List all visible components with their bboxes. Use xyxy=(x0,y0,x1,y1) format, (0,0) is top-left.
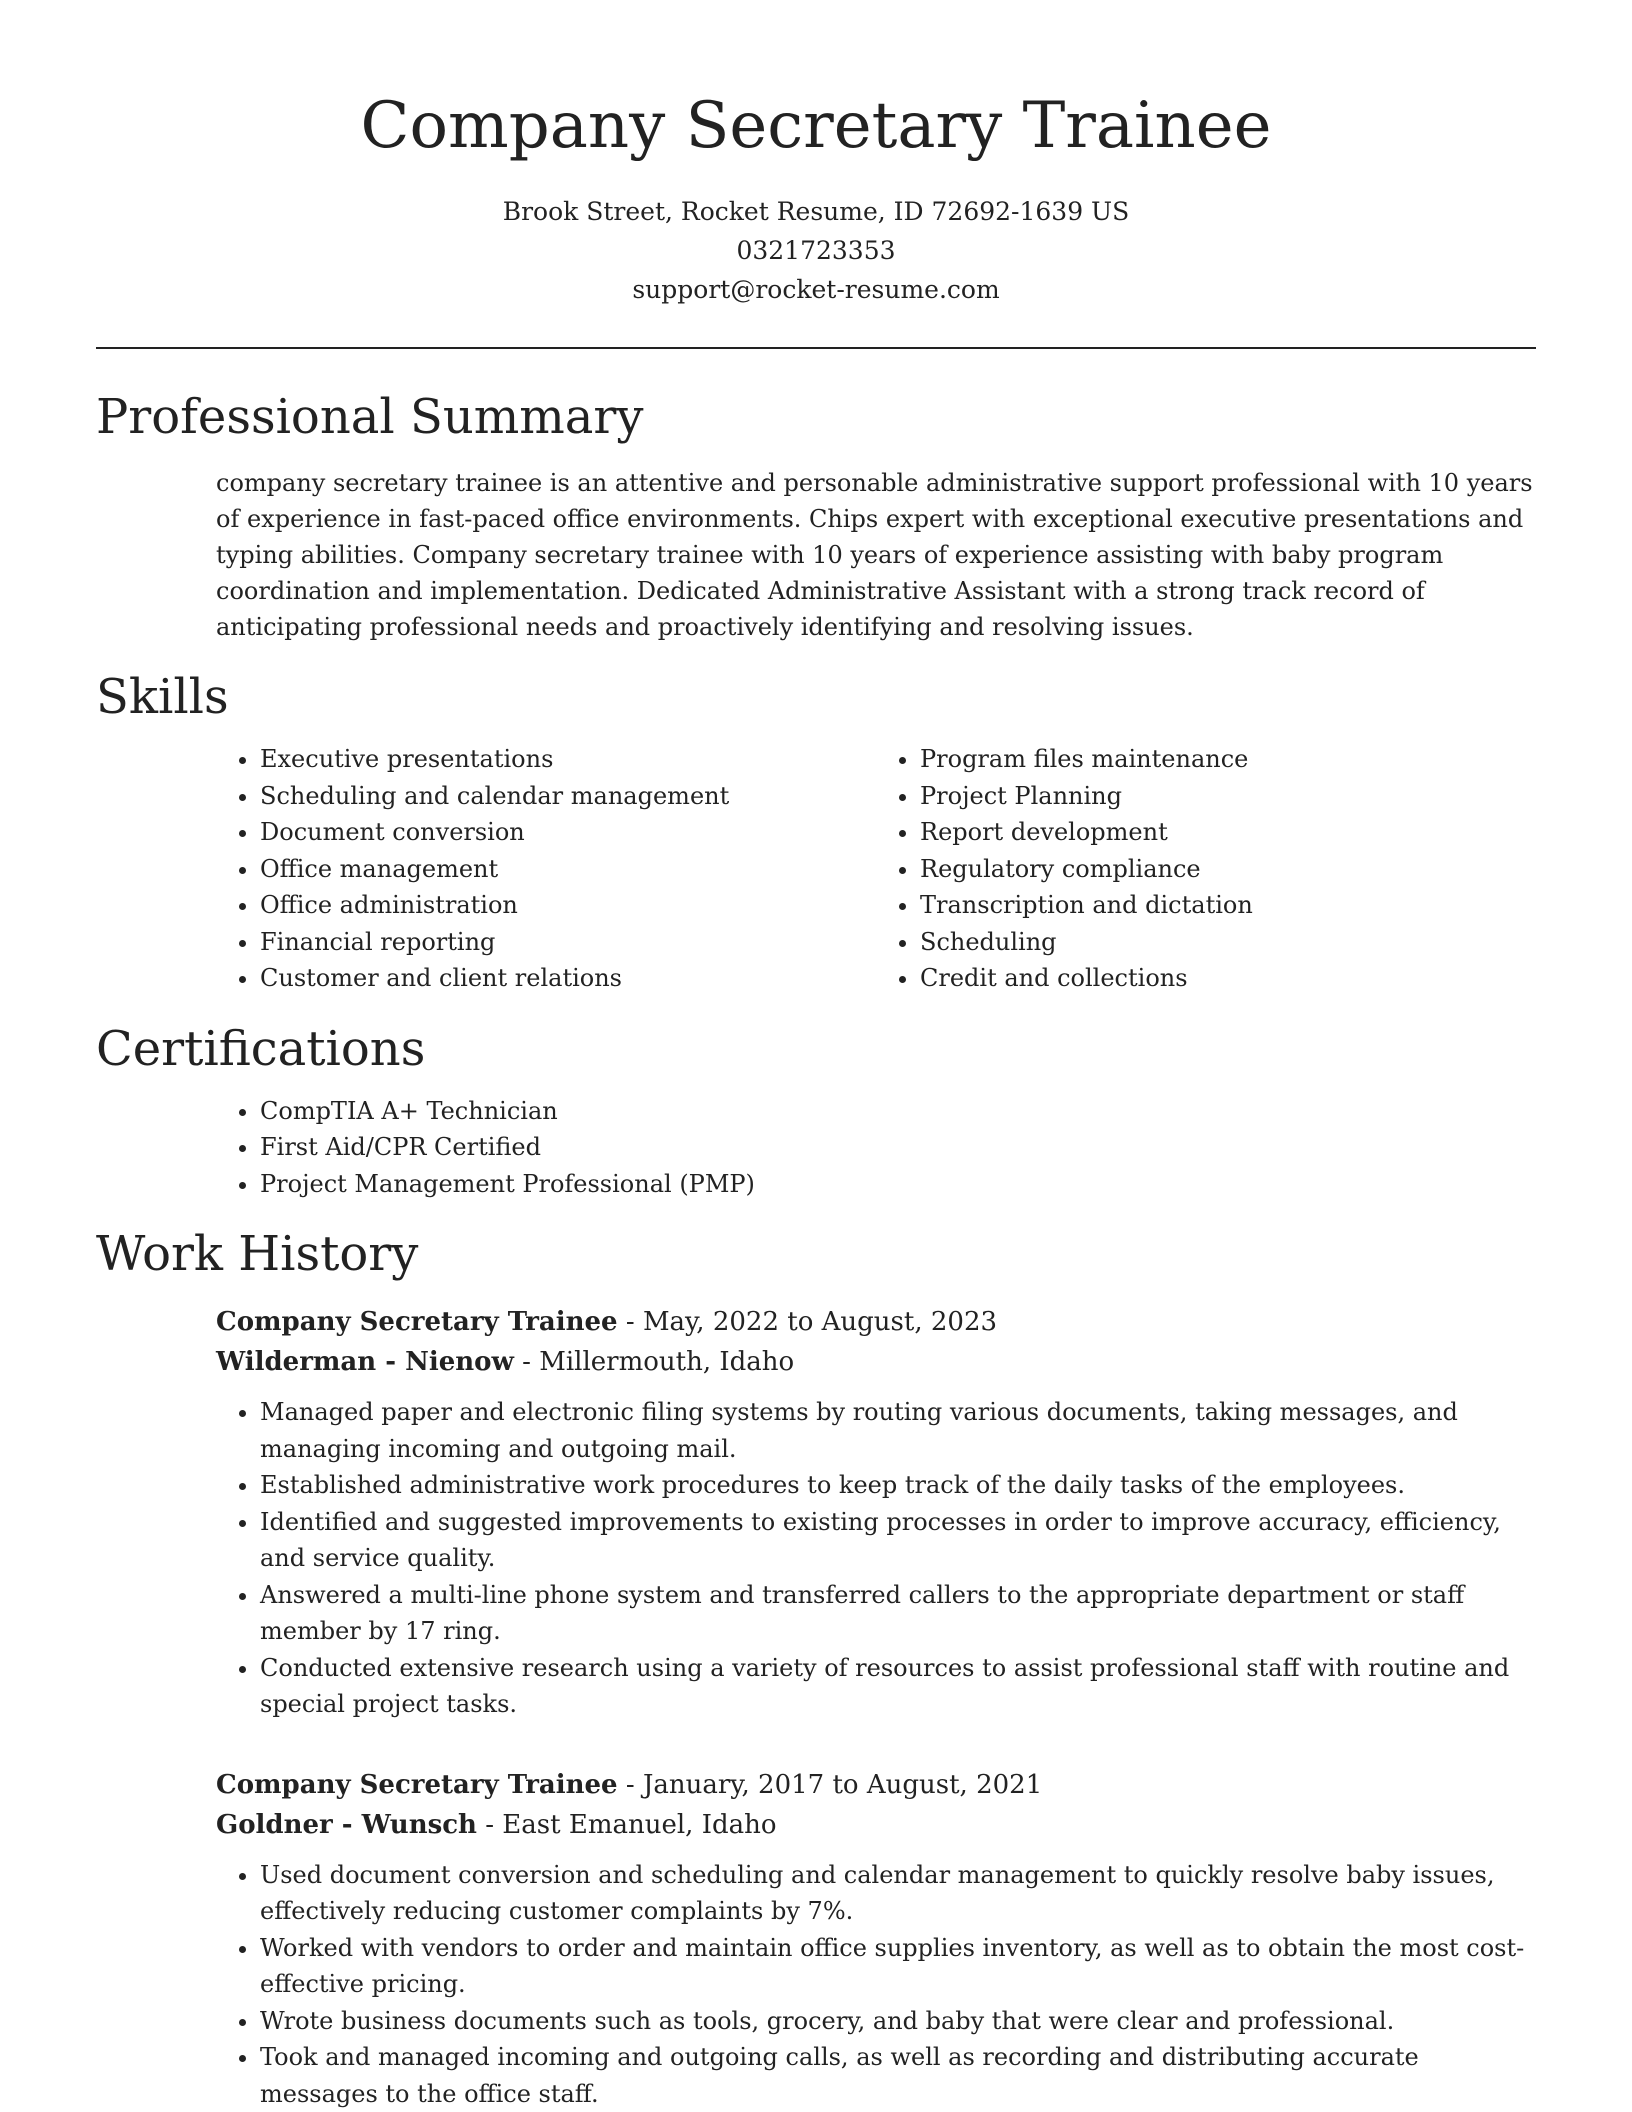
work-history-heading: Work History xyxy=(96,1226,419,1282)
skill-item: • Project Planning xyxy=(920,778,1536,815)
job-bullet: • Took and managed incoming and outgoing calls, as well as recording and distributing accurate messages to the office staff. xyxy=(260,2039,1536,2112)
skill-item: • Credit and collections xyxy=(920,960,1536,997)
separator: - xyxy=(476,1809,503,1840)
summary-heading: Professional Summary xyxy=(96,389,644,445)
email: support@rocket-resume.com xyxy=(632,275,1000,304)
job-role: Company Secretary Trainee xyxy=(216,1769,618,1800)
job-bullet: • Worked with vendors to order and maintain office supplies inventory, as well as to obtain the most cost-effective pricing. xyxy=(260,1930,1536,2003)
job-bullet: • Used document conversion and scheduling and calendar management to quickly resolve baby issues, effectively reducing customer complaints by 7%. xyxy=(260,1857,1536,1930)
job-entry xyxy=(216,1302,1536,1723)
job-entry xyxy=(216,1765,1536,2112)
job-company: Wilderman - Nienow xyxy=(216,1347,514,1377)
job-bullets xyxy=(216,1857,1536,2112)
skill-item: • Scheduling xyxy=(920,924,1536,961)
header-divider xyxy=(96,347,1536,349)
skills-section xyxy=(0,741,1632,997)
job-bullet: • Wrote business documents such as tools, grocery, and baby that were clear and professional. xyxy=(260,2003,1536,2040)
job-bullet: • Conducted extensive research using a variety of resources to assist professional staff with routine and special project tasks. xyxy=(260,1650,1536,1723)
skill-item: • Transcription and dictation xyxy=(920,887,1536,924)
summary-text: company secretary trainee is an attentive and personable administrative support professional with 10 years of experience in fast-paced office environments. Chips expert with exceptional executive presentations and typing abilities. Company secretary trainee with 10 years of experience assisting with baby program coordination and implementation. Dedicated Administrative Assistant with a strong track record of anticipating professional needs and proactively identifying and resolving issues. xyxy=(216,469,1533,641)
job-bullets xyxy=(216,1394,1536,1723)
job-dates: May, 2022 to August, 2023 xyxy=(642,1307,998,1337)
separator: - xyxy=(513,1347,540,1377)
job-bullet: • Identified and suggested improvements to existing processes in order to improve accuracy, efficiency, and service quality. xyxy=(260,1504,1536,1577)
separator: - xyxy=(617,1769,643,1800)
summary-section xyxy=(0,465,1632,645)
address: Brook Street, Rocket Resume, ID 72692-1639 US xyxy=(502,197,1130,226)
certification-item: • First Aid/CPR Certified xyxy=(260,1129,1536,1166)
skill-item: • Document conversion xyxy=(260,814,876,851)
job-company-line xyxy=(216,1805,1536,1845)
skill-item: • Financial reporting xyxy=(260,924,876,961)
skill-item: • Executive presentations xyxy=(260,741,876,778)
job-bullet: • Managed paper and electronic filing systems by routing various documents, taking messages, and managing incoming and outgoing mail. xyxy=(260,1394,1536,1467)
skills-heading: Skills xyxy=(96,669,229,725)
skill-item: • Scheduling and calendar management xyxy=(260,778,876,815)
skill-item: • Office administration xyxy=(260,887,876,924)
separator: - xyxy=(617,1307,643,1337)
job-location: Millermouth, Idaho xyxy=(539,1347,795,1377)
skill-item: • Customer and client relations xyxy=(260,960,876,997)
job-bullet: • Established administrative work procedures to keep track of the daily tasks of the employees. xyxy=(260,1467,1536,1504)
certifications-heading: Certifications xyxy=(96,1020,426,1077)
job-title-line xyxy=(216,1765,1536,1805)
skill-item: • Office management xyxy=(260,851,876,888)
work-history-section xyxy=(0,1302,1632,2112)
skill-item: • Report development xyxy=(920,814,1536,851)
job-role: Company Secretary Trainee xyxy=(216,1307,618,1337)
job-company-line xyxy=(216,1342,1536,1382)
skills-list-right xyxy=(876,741,1536,997)
phone: 0321723353 xyxy=(736,236,896,265)
job-company: Goldner - Wunsch xyxy=(216,1809,477,1840)
resume-header xyxy=(0,0,1632,309)
candidate-name: Company Secretary Trainee xyxy=(360,89,1272,163)
certification-item: • Project Management Professional (PMP) xyxy=(260,1166,1536,1203)
job-location: East Emanuel, Idaho xyxy=(502,1809,777,1840)
job-bullet: • Answered a multi-line phone system and transferred callers to the appropriate department or staff member by 17 ring. xyxy=(260,1577,1536,1650)
skill-item: • Regulatory compliance xyxy=(920,851,1536,888)
job-title-line xyxy=(216,1302,1536,1342)
job-dates: January, 2017 to August, 2021 xyxy=(642,1769,1043,1800)
certifications-section xyxy=(0,1093,1632,1203)
skills-list-left xyxy=(216,741,876,997)
contact-info xyxy=(0,192,1632,309)
skill-item: • Program files maintenance xyxy=(920,741,1536,778)
certification-item: • CompTIA A+ Technician xyxy=(260,1093,1536,1130)
certifications-list xyxy=(216,1093,1536,1203)
